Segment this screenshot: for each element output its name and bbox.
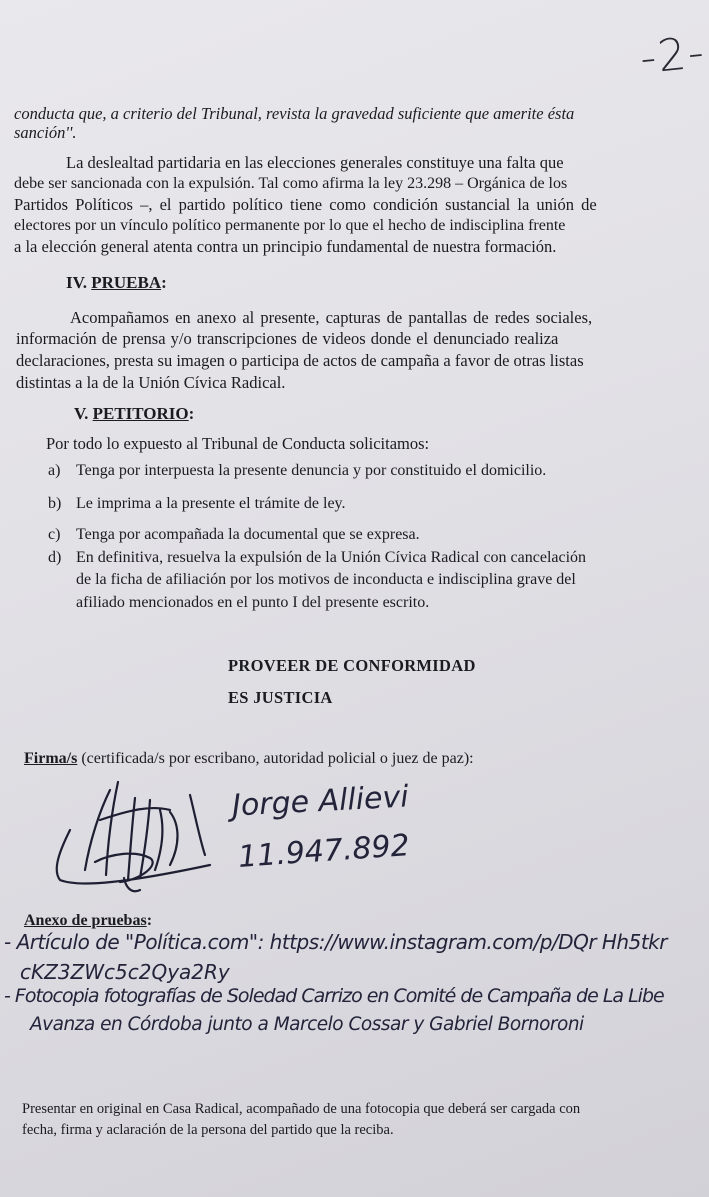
signature-name: Jorge Allievi bbox=[231, 779, 410, 824]
paragraph-line-4: electores por un vínculo político permanente por lo que el hecho de indisciplina frente bbox=[14, 217, 566, 234]
annex-handwritten-line-4: Avanza en Córdoba junto a Marcelo Cossar y Gabriel Bornoroni bbox=[30, 1014, 584, 1035]
annex-handwritten-line-3: - Fotocopia fotografías de Soledad Carrizo en Comité de Campaña de La Libe bbox=[4, 985, 664, 1007]
section-iv-number: IV. bbox=[66, 273, 87, 292]
item-letter: a) bbox=[48, 462, 61, 479]
prueba-line-1: Acompañamos en anexo al presente, capturas de pantallas de redes sociales, bbox=[70, 308, 593, 327]
footer-line-2: fecha, firma y aclaración de la persona del partido que la reciba. bbox=[22, 1122, 394, 1138]
item-text: Le imprima a la presente el trámite de ley. bbox=[76, 495, 346, 512]
signature-id-number: 11.947.892 bbox=[236, 828, 411, 875]
section-iv-colon: : bbox=[161, 273, 167, 292]
page-number: -2- bbox=[637, 26, 709, 85]
item-text-line-1: En definitiva, resuelva la expulsión de la Unión Cívica Radical con cancelación bbox=[76, 549, 587, 566]
item-text: Tenga por interpuesta la presente denuncia y por constituido el domicilio. bbox=[76, 462, 547, 479]
annex-colon: : bbox=[146, 912, 153, 929]
section-v-title: PETITORIO bbox=[92, 404, 189, 423]
item-text: Tenga por acompañada la documental que se expresa. bbox=[76, 526, 420, 543]
paragraph-line-5: a la elección general atenta contra un principio fundamental de nuestra formación. bbox=[14, 237, 557, 256]
annex-label: Anexo de pruebas bbox=[24, 912, 147, 929]
item-letter: c) bbox=[48, 526, 61, 543]
signature-label bbox=[24, 750, 474, 768]
closing-line-2: ES JUSTICIA bbox=[228, 688, 333, 707]
item-letter: d) bbox=[48, 549, 62, 566]
petitorio-item-c bbox=[48, 525, 698, 547]
petitorio-intro: Por todo lo expuesto al Tribunal de Conducta solicitamos: bbox=[46, 434, 430, 453]
intro-line-1: conducta que, a criterio del Tribunal, revista la gravedad suficiente que amerite ésta bbox=[14, 104, 575, 123]
paragraph-line-1: La deslealtad partidaria en las elecciones generales constituye una falta que bbox=[66, 153, 564, 172]
item-letter: b) bbox=[48, 495, 62, 512]
annex-heading bbox=[24, 912, 152, 930]
signature-stroke bbox=[57, 782, 210, 891]
annex-handwritten-line-1: - Artículo de "Política.com": https://www.instagram.com/p/DQr Hh5tkr bbox=[4, 930, 667, 954]
petitorio-item-a bbox=[48, 461, 698, 483]
closing-line-1: PROVEER DE CONFORMIDAD bbox=[228, 656, 476, 675]
section-iv-title: PRUEBA bbox=[91, 273, 162, 292]
paragraph-line-2: debe ser sancionada con la expulsión. Tal como afirma la ley 23.298 – Orgánica de los bbox=[14, 175, 568, 192]
prueba-line-3: declaraciones, presta su imagen o participa de actos de campaña a favor de otras listas bbox=[16, 351, 584, 370]
prueba-line-4: distintas a la de la Unión Cívica Radical. bbox=[16, 373, 286, 392]
annex-handwritten-line-2: cKZ3ZWc5c2Qya2Ry bbox=[20, 960, 230, 984]
signature-label-note: (certificada/s por escribano, autoridad policial o juez de paz): bbox=[77, 750, 474, 767]
footer-line-1: Presentar en original en Casa Radical, acompañado de una fotocopia que deberá ser cargada con bbox=[22, 1101, 581, 1117]
handwritten-signature bbox=[40, 770, 230, 900]
petitorio-item-d bbox=[48, 548, 703, 614]
section-v-heading bbox=[74, 404, 194, 424]
section-v-colon: : bbox=[188, 404, 195, 423]
section-v-number: V. bbox=[74, 404, 89, 423]
item-text-line-3: afiliado mencionados en el punto I del presente escrito. bbox=[76, 594, 430, 611]
paragraph-line-3: Partidos Políticos –, el partido político tiene como condición sustancial la unión de bbox=[14, 195, 597, 214]
petitorio-item-b bbox=[48, 494, 698, 516]
prueba-line-2: información de prensa y/o transcripciones de videos donde el denunciado realiza bbox=[16, 329, 559, 348]
signature-label-title: Firma/s bbox=[24, 750, 78, 767]
item-text-line-2: de la ficha de afiliación por los motivos de inconducta e indisciplina grave del bbox=[76, 571, 576, 588]
section-iv-heading bbox=[66, 273, 167, 293]
intro-line-2: sanción''. bbox=[14, 123, 77, 142]
